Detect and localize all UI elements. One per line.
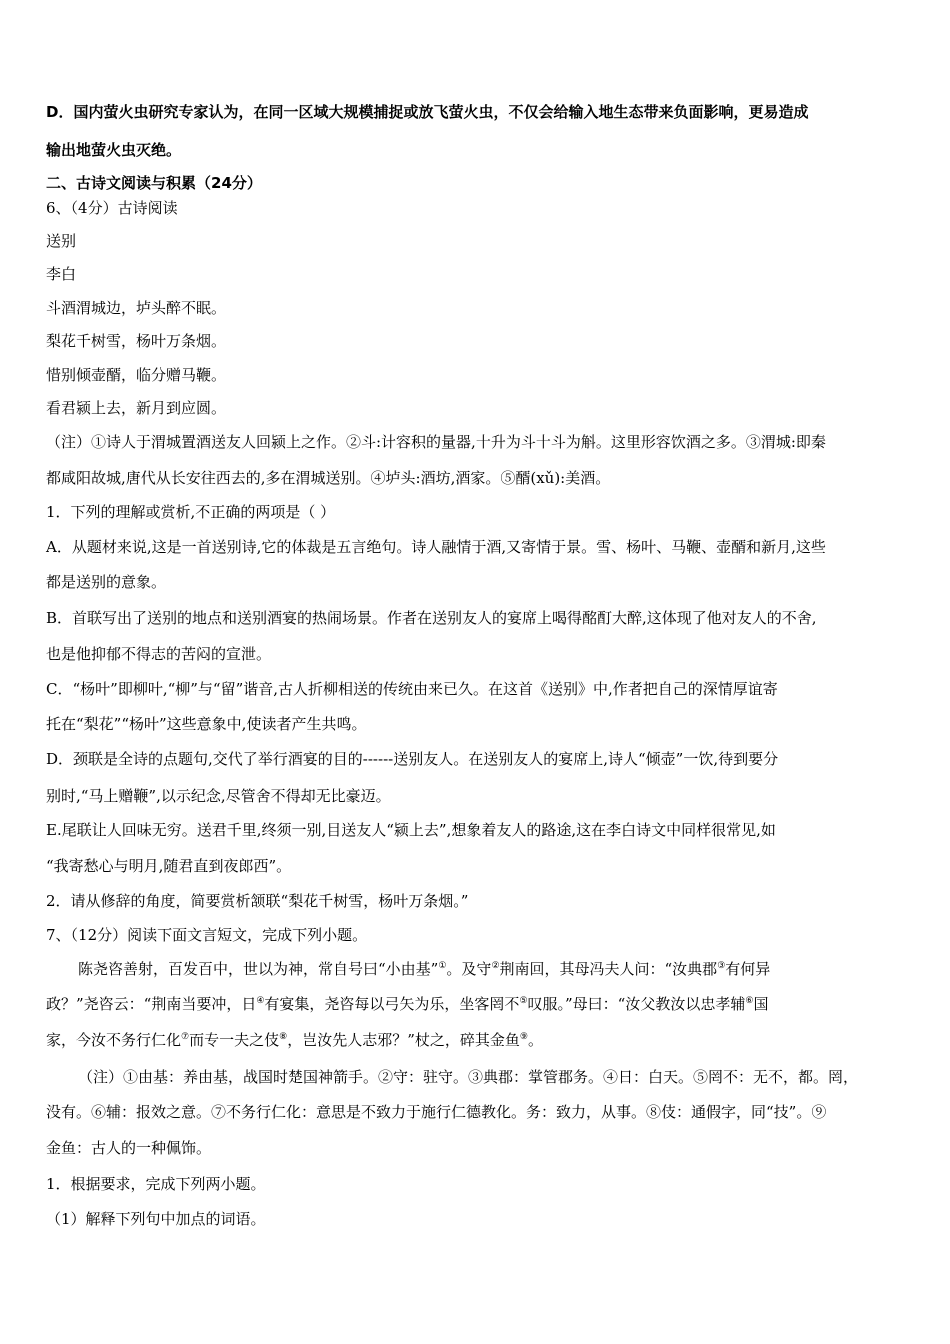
passage-text: 政？”尧咨云：“荆南当要冲，日 xyxy=(46,995,257,1013)
question-6-title: 6、（4分）古诗阅读 xyxy=(46,199,178,217)
passage-text: 有何异 xyxy=(725,960,771,978)
passage-text: 。及守 xyxy=(446,960,492,978)
option-d-line-2: 输出地萤火虫灭绝。 xyxy=(46,141,182,159)
passage-text: 。 xyxy=(527,1031,543,1049)
passage-text: 国 xyxy=(753,995,769,1013)
passage-text: 有宴集，尧咨每以弓矢为乐，坐客罔不 xyxy=(264,995,520,1013)
option-e-line-2: “我寄愁心与明月,随君直到夜郎西”。 xyxy=(46,857,292,875)
passage-note-line-3: 金鱼：古人的一种佩饰。 xyxy=(46,1139,212,1157)
option-d2-line-2: 别时,“马上赠鞭”,以示纪念,尽管舍不得却无比豪迈。 xyxy=(46,787,391,805)
option-d2-line-1: D．颈联是全诗的点题句,交代了举行酒宴的目的------送别友人。在送别友人的宴席上,诗人“倾壶”一饮,待到要分 xyxy=(46,750,779,768)
note-marker: ⑨ xyxy=(519,1032,528,1042)
poem-note-line-1: （注）①诗人于渭城置酒送友人回颍上之作。②斗:计容积的量器,十升为斗十斗为斛。这里形容饮酒之多。③渭城:即秦 xyxy=(46,433,826,451)
passage-text: 家，今汝不务行仁化 xyxy=(46,1031,182,1049)
option-b-line-2: 也是他抑郁不得志的苦闷的宣泄。 xyxy=(46,645,272,663)
note-marker: ⑦ xyxy=(181,1032,190,1042)
poem-line-1: 斗酒渭城边，垆头醉不眠。 xyxy=(46,299,227,317)
note-marker: ⑥ xyxy=(745,996,754,1006)
sub-question-1: 1．下列的理解或赏析,不正确的两项是（ ） xyxy=(46,503,336,521)
passage-line-2 xyxy=(46,994,768,1014)
passage-text: 陈尧咨善射，百发百中，世以为神，常自号曰“小由基” xyxy=(78,960,439,978)
option-d-line-1: D．国内萤火虫研究专家认为，在同一区域大规模捕捉或放飞萤火虫，不仅会给输入地生态带来负面影响，更易造成 xyxy=(46,103,809,121)
poem-author: 李白 xyxy=(46,265,77,283)
option-c-line-2: 托在“梨花”“杨叶”这些意象中,使读者产生共鸣。 xyxy=(46,715,367,733)
passage-note-line-2: 没有。⑥辅：报效之意。⑦不务行仁化：意思是不致力于施行仁德教化。务：致力，从事。⑧伎：通假字，同“技”。⑨ xyxy=(46,1103,827,1121)
poem-note-line-2: 都咸阳故城,唐代从长安往西去的,多在渭城送别。④垆头:酒坊,酒家。⑤醑(xǔ):美酒。 xyxy=(46,469,611,487)
poem-title: 送别 xyxy=(46,232,77,250)
note-marker: ③ xyxy=(717,961,726,971)
passage-note-line-1: （注）①由基：养由基，战国时楚国神箭手。②守：驻守。③典郡：掌管郡务。④日：白天。⑤罔不：无不，都。罔， xyxy=(78,1068,859,1086)
option-b-line-1: B．首联写出了送别的地点和送别酒宴的热闹场景。作者在送别友人的宴席上喝得酩酊大醉,这体现了他对友人的不舍, xyxy=(46,609,817,627)
option-a-line-2: 都是送别的意象。 xyxy=(46,573,167,591)
note-marker: ⑤ xyxy=(519,996,528,1006)
poem-line-4: 看君颍上去，新月到应圆。 xyxy=(46,399,227,417)
note-marker: ① xyxy=(438,961,447,971)
passage-text: 而专一夫之伎 xyxy=(189,1031,280,1049)
passage-line-1 xyxy=(78,959,770,979)
option-e-line-1: E.尾联让人回味无穷。送君千里,终须一别,目送友人“颍上去”,想象着友人的路途,这在李白诗文中同样很常见,如 xyxy=(46,821,776,839)
section-heading: 二、古诗文阅读与积累（24分） xyxy=(46,174,262,192)
passage-line-3 xyxy=(46,1030,543,1050)
option-c-line-1: C．“杨叶”即柳叶,“柳”与“留”谐音,古人折柳相送的传统由来已久。在这首《送别》中,作者把自己的深情厚谊寄 xyxy=(46,680,778,698)
sub-question-7-1-part-1: （1）解释下列句中加点的词语。 xyxy=(46,1210,266,1228)
passage-text: ，岂汝先人志邪？”杖之，碎其金鱼 xyxy=(287,1031,520,1049)
passage-text: 荆南回，其母冯夫人问：“汝典郡 xyxy=(499,960,718,978)
question-7-title: 7、（12分）阅读下面文言短文，完成下列小题。 xyxy=(46,926,368,944)
note-marker: ⑧ xyxy=(279,1032,288,1042)
option-a-line-1: A．从题材来说,这是一首送别诗,它的体裁是五言绝句。诗人融情于酒,又寄情于景。雪、杨叶、马鞭、壶醑和新月,这些 xyxy=(46,538,826,556)
poem-line-2: 梨花千树雪，杨叶万条烟。 xyxy=(46,332,227,350)
sub-question-2: 2．请从修辞的角度，简要赏析颔联“梨花千树雪，杨叶万条烟。” xyxy=(46,892,469,910)
passage-text: 叹服。”母曰：“汝父教汝以忠孝辅 xyxy=(527,995,746,1013)
note-marker: ④ xyxy=(256,996,265,1006)
sub-question-7-1: 1．根据要求，完成下列两小题。 xyxy=(46,1175,266,1193)
note-marker: ② xyxy=(491,961,500,971)
poem-line-3: 惜别倾壶醑，临分赠马鞭。 xyxy=(46,366,227,384)
